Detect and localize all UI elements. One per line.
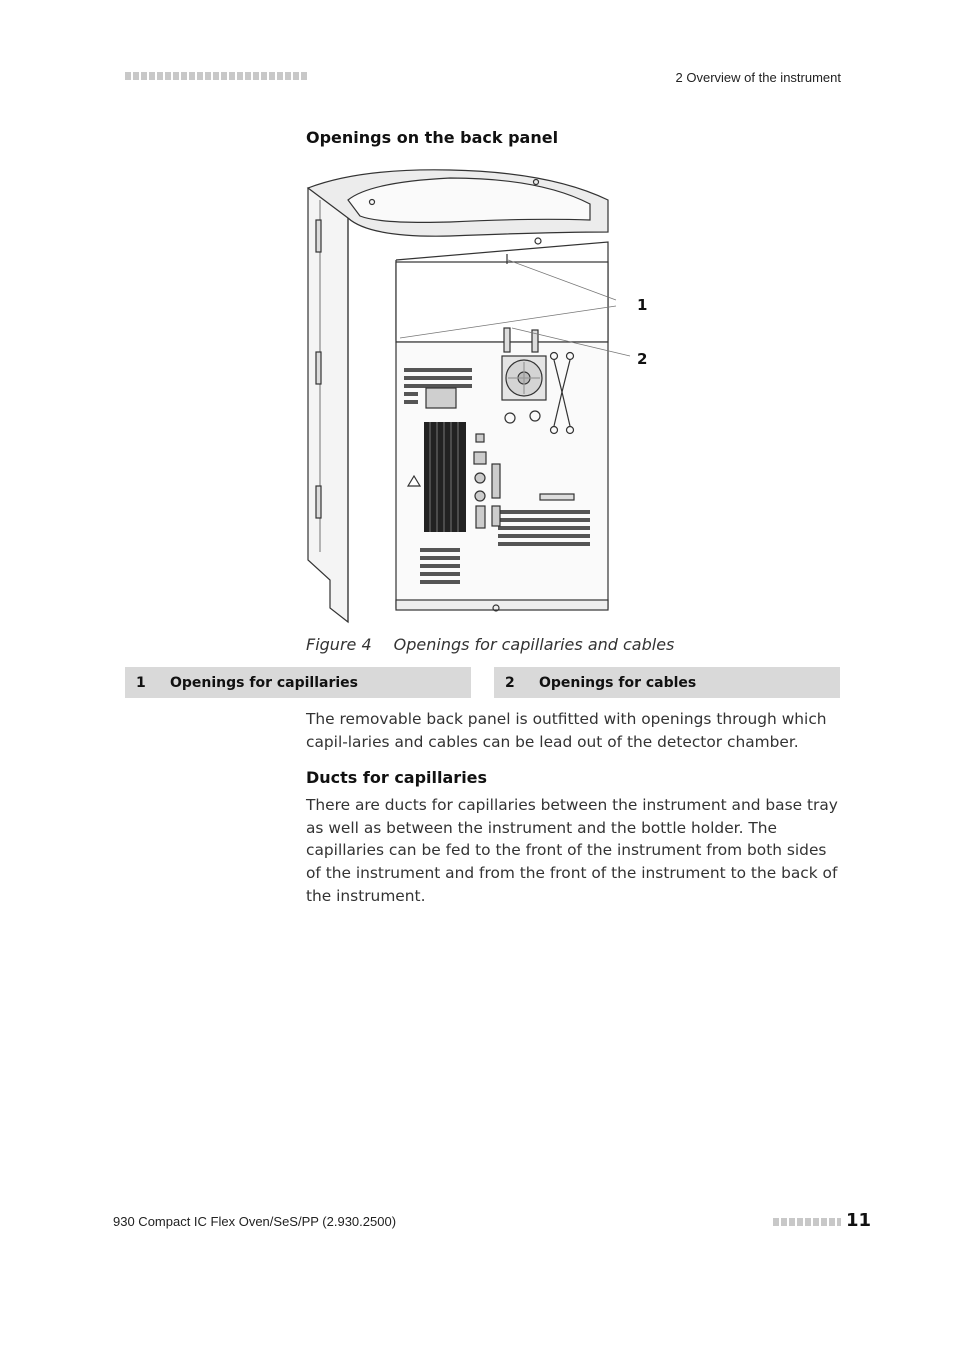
figure-label: Figure 4 <box>306 635 372 654</box>
legend-number: 1 <box>136 674 146 691</box>
footer-product: 930 Compact IC Flex Oven/SeS/PP (2.930.2500) <box>113 1214 397 1229</box>
section-heading: Openings on the back panel <box>306 128 559 147</box>
callout-1: 1 <box>637 296 648 314</box>
header-decoration <box>125 72 307 80</box>
body-paragraph: The removable back panel is outfitted with openings through which capil-laries and cables can be lead out of the detector chamber. <box>306 710 827 751</box>
legend-number: 2 <box>505 674 515 691</box>
instrument-back-panel-illustration <box>300 160 650 630</box>
legend-item <box>125 667 471 698</box>
legend-text: Openings for capillaries <box>170 674 359 691</box>
callout-2: 2 <box>637 350 648 368</box>
legend-item <box>494 667 840 698</box>
legend-text: Openings for cables <box>539 674 697 691</box>
chapter-title: 2 Overview of the instrument <box>675 70 841 85</box>
subsection-heading: Ducts for capillaries <box>306 768 488 787</box>
page-number: 11 <box>846 1210 872 1231</box>
figure-caption-text: Openings for capillaries and cables <box>393 635 675 654</box>
footer-decoration <box>773 1218 841 1226</box>
figure-caption <box>306 635 674 654</box>
body-paragraph: There are ducts for capillaries between the instrument and base tray as well as between the instrument and the bottle holder. The capillaries can be fed to the front of the instrument from both sides of the instrument and from the front of the instrument to the back of the instrument. <box>306 796 838 905</box>
